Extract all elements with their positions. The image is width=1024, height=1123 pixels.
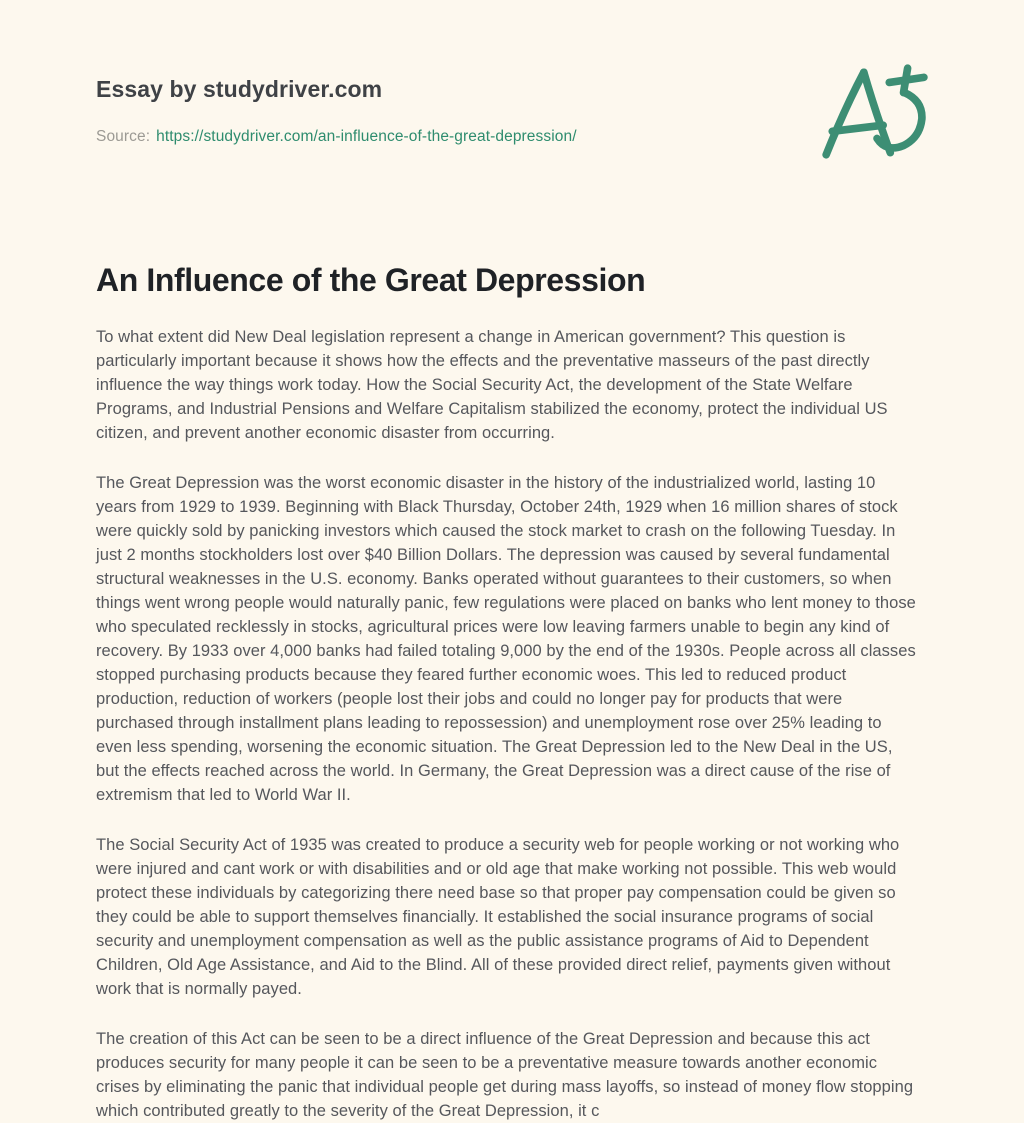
studydriver-aplus-logo-icon xyxy=(818,64,930,162)
essay-paragraph-1: To what extent did New Deal legislation represent a change in American government? This question is particularly important because it shows how the effects and the preventative masseurs of the past directly influence the way things work today. How the Social Security Act, the development of the State Welfare Programs, and Industrial Pensions and Welfare Capitalism stabilized the economy, protect the individual US citizen, and prevent another economic disaster from occurring. xyxy=(96,327,888,442)
source-url-link[interactable]: https://studydriver.com/an-influence-of-the-great-depression/ xyxy=(156,128,577,145)
essay-paragraph-3: The Social Security Act of 1935 was created to produce a security web for people working or not working who were injured and cant work or with disabilities and or old age that make working not possible. This web would protect these individuals by categorizing there need base so that proper pay compensation could be given so they could be able to support themselves financially. It established the social insurance programs of social security and unemployment compensation as well as the public assistance programs of Aid to Dependent Children, Old Age Assistance, and Aid to the Blind. All of these provided direct relief, payments given without work that is normally payed. xyxy=(96,835,900,998)
source-label: Source: xyxy=(96,128,151,145)
essay-byline: Essay by studydriver.com xyxy=(96,76,383,102)
page-header xyxy=(96,0,928,146)
essay-paragraph-2: The Great Depression was the worst economic disaster in the history of the industrialized world, lasting 10 years from 1929 to 1939. Beginning with Black Thursday, October 24th, 1929 when 16 million shares of stock were quickly sold by panicking investors which caused the stock market to crash on the following Tuesday. In just 2 months stockholders lost over $40 Billion Dollars. The depression was caused by several fundamental structural weaknesses in the U.S. economy. Banks operated without guarantees to their customers, so when things went wrong people would naturally panic, few regulations were placed on banks who lent money to those who speculated recklessly in stocks, agricultural prices were low leaving farmers unable to begin any kind of recovery. By 1933 over 4,000 banks had failed totaling 9,000 by the end of the 1930s. People across all classes stopped purchasing products because they feared further economic woes. This led to reduced product production, reduction of workers (people lost their jobs and could no longer pay for products that were purchased through installment plans leading to repossession) and unemployment rose over 25% leading to even less spending, worsening the economic situation. The Great Depression led to the New Deal in the US, but the effects reached across the world. In Germany, the Great Depression was a direct cause of the rise of extremism that led to World War II. xyxy=(96,473,916,804)
essay-title: An Influence of the Great Depression xyxy=(96,262,646,298)
essay-body xyxy=(96,325,918,1123)
source-row xyxy=(96,128,928,146)
essay-paragraph-4: The creation of this Act can be seen to be a direct influence of the Great Depression and because this act produces security for many people it can be seen to be a preventative measure towards another economic crises by eliminating the panic that individual people get during mass layoffs, so instead of money flow stopping which contributed greatly to the severity of the Great Depression, it c xyxy=(96,1029,914,1120)
